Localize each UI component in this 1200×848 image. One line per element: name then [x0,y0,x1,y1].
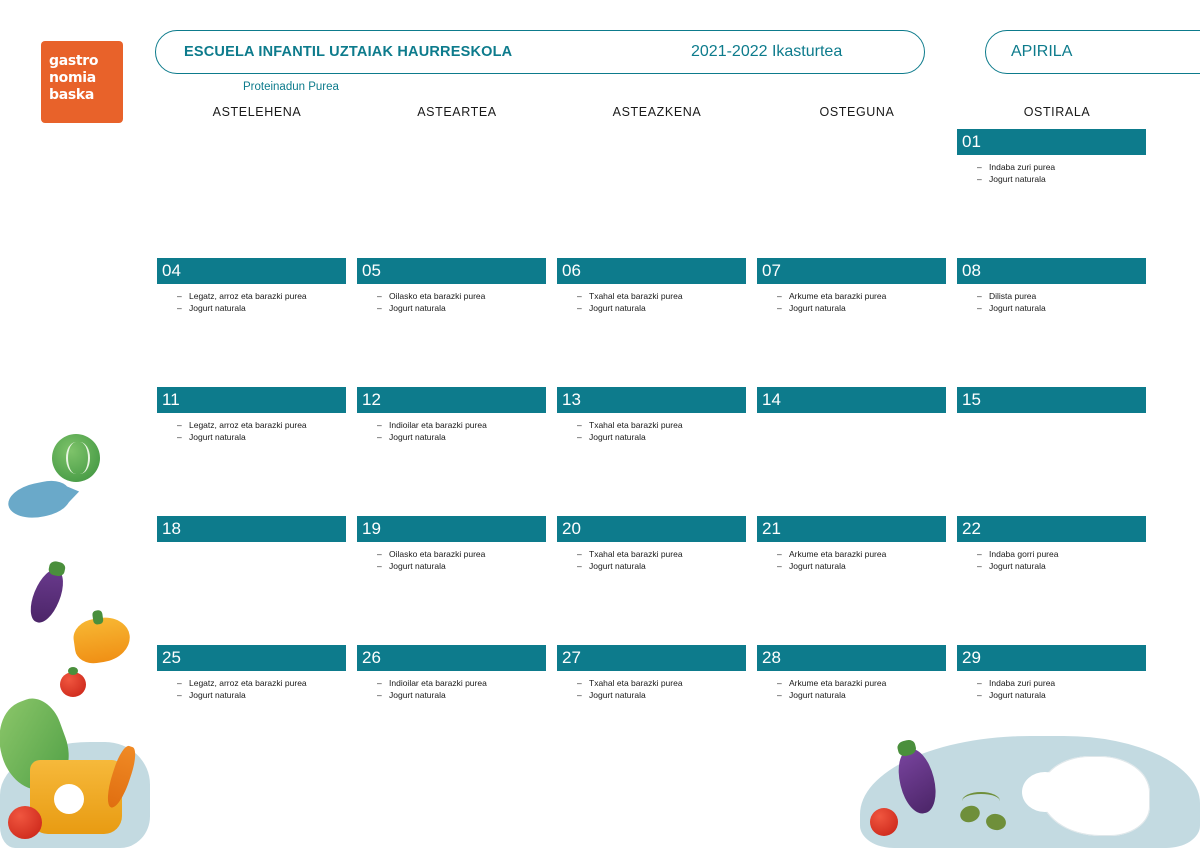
calendar-menu-item: – Txahal eta barazki purea [577,291,752,303]
decorative-blob-left [0,742,150,848]
calendar-day-cell[interactable] [757,258,957,387]
calendar-day-bar [757,387,946,413]
calendar-day-number: 27 [562,648,581,667]
calendar-day-bar [157,258,346,284]
calendar-menu-item: – Jogurt naturala [377,690,552,702]
calendar-menu-item: – Jogurt naturala [977,561,1152,573]
calendar-day-number: 01 [962,132,981,151]
calendar-menu-list [777,291,952,314]
calendar-day-number: 18 [162,519,181,538]
calendar-day-number: 13 [562,390,581,409]
calendar-day-number: 08 [962,261,981,280]
calendar-menu-item: – Jogurt naturala [977,690,1152,702]
calendar-day-cell[interactable] [957,516,1157,645]
calendar-day-number: 21 [762,519,781,538]
calendar-empty-cell [357,129,557,258]
calendar-day-number: 06 [562,261,581,280]
calendar-day-cell[interactable] [357,645,557,774]
calendar-menu-list [577,678,752,701]
calendar-menu-item: – Jogurt naturala [577,561,752,573]
calendar-menu-list [377,420,552,443]
calendar-menu-item: – Jogurt naturala [577,690,752,702]
calendar-day-bar [557,645,746,671]
calendar-menu-item: – Jogurt naturala [377,432,552,444]
calendar-menu-item: – Jogurt naturala [577,303,752,315]
calendar-day-cell[interactable] [557,645,757,774]
calendar-day-cell[interactable] [357,516,557,645]
calendar-day-bar [557,387,746,413]
calendar-menu-list [577,549,752,572]
calendar-week-row [157,387,1157,516]
pot-icon [30,760,122,834]
calendar-day-bar [757,516,946,542]
calendar-day-cell[interactable] [557,516,757,645]
calendar-day-cell[interactable] [357,387,557,516]
calendar-menu-item: – Jogurt naturala [777,690,952,702]
calendar-menu-item: – Jogurt naturala [377,561,552,573]
calendar-grid [157,105,1157,774]
calendar-menu-item: – Arkume eta barazki purea [777,549,952,561]
calendar-menu-list [377,549,552,572]
calendar-menu-item: – Txahal eta barazki purea [577,549,752,561]
calendar-day-cell[interactable] [157,258,357,387]
calendar-menu-item: – Indioilar eta barazki purea [377,420,552,432]
calendar-day-cell[interactable] [957,645,1157,774]
calendar-menu-list [577,420,752,443]
calendar-day-bar [957,516,1146,542]
calendar-day-bar [957,645,1146,671]
calendar-day-bar [357,258,546,284]
menu-subtitle: Proteinadun Purea [243,81,339,93]
carrot-icon [103,744,140,810]
calendar-empty-cell [757,129,957,258]
calendar-day-bar [357,387,546,413]
calendar-menu-list [177,678,352,701]
calendar-day-number: 12 [362,390,381,409]
calendar-menu-list [777,678,952,701]
calendar-day-bar [757,645,946,671]
calendar-day-number: 25 [162,648,181,667]
calendar-menu-item: – Dilista purea [977,291,1152,303]
calendar-day-number: 14 [762,390,781,409]
calendar-menu-item: – Jogurt naturala [777,303,952,315]
lettuce-icon [0,691,79,798]
calendar-day-cell[interactable] [757,645,957,774]
calendar-menu-item: – Jogurt naturala [577,432,752,444]
calendar-day-header: ASTELEHENA [212,105,302,119]
calendar-day-bar [957,387,1146,413]
calendar-day-cell[interactable] [157,387,357,516]
calendar-day-cell[interactable] [957,129,1157,258]
calendar-empty-cell [157,129,357,258]
calendar-menu-item: – Jogurt naturala [977,174,1152,186]
tomato-icon [60,672,86,697]
calendar-menu-item: – Legatz, arroz eta barazki purea [177,291,352,303]
calendar-menu-item: – Jogurt naturala [777,561,952,573]
calendar-day-number: 05 [362,261,381,280]
calendar-day-number: 19 [362,519,381,538]
calendar-day-cell[interactable] [557,387,757,516]
header-title-pill [155,30,925,74]
calendar-menu-list [977,549,1152,572]
calendar-day-number: 28 [762,648,781,667]
calendar-day-number: 04 [162,261,181,280]
calendar-day-cell[interactable] [157,516,357,645]
calendar-menu-item: – Indaba gorri purea [977,549,1152,561]
logo-line-1: gastro [49,53,99,69]
calendar-day-cell[interactable] [157,645,357,774]
calendar-week-row [157,258,1157,387]
calendar-day-bar [757,258,946,284]
calendar-menu-item: – Jogurt naturala [177,432,352,444]
calendar-day-cell[interactable] [357,258,557,387]
calendar-menu-item: – Indaba zuri purea [977,678,1152,690]
calendar-day-number: 20 [562,519,581,538]
gastronomia-baska-logo [41,41,123,123]
calendar-day-header: OSTEGUNA [819,105,895,119]
olive-branch-icon [962,792,1000,810]
calendar-day-number: 07 [762,261,781,280]
calendar-menu-item: – Indioilar eta barazki purea [377,678,552,690]
calendar-day-bar [557,258,746,284]
olive-icon-2 [985,812,1007,831]
calendar-week-row [157,129,1157,258]
calendar-menu-item: – Jogurt naturala [177,303,352,315]
calendar-menu-item: – Indaba zuri purea [977,162,1152,174]
calendar-day-bar [157,129,346,155]
calendar-day-bar [157,516,346,542]
calendar-day-number: 22 [962,519,981,538]
calendar-menu-item: – Jogurt naturala [977,303,1152,315]
calendar-day-bar [157,645,346,671]
calendar-menu-list [177,420,352,443]
cabbage-icon [52,434,100,482]
calendar-day-bar [157,387,346,413]
month-pill [985,30,1200,74]
calendar-menu-item: – Arkume eta barazki purea [777,291,952,303]
calendar-menu-item: – Legatz, arroz eta barazki purea [177,678,352,690]
calendar-menu-list [177,291,352,314]
fish-icon [5,477,73,523]
calendar-menu-list [977,678,1152,701]
calendar-day-bar [957,129,1146,155]
calendar-menu-list [777,549,952,572]
calendar-menu-item: – Oilasko eta barazki purea [377,291,552,303]
course-year: 2021-2022 Ikasturtea [691,43,843,60]
calendar-day-bar [357,129,546,155]
calendar-day-bar [957,258,1146,284]
calendar-day-bar [357,645,546,671]
calendar-day-cell[interactable] [957,387,1157,516]
eggplant-icon [24,565,69,627]
pepper-icon [71,614,133,665]
calendar-day-header: ASTEARTEA [417,105,497,119]
calendar-empty-cell [557,129,757,258]
olive-icon-1 [958,803,982,825]
calendar-menu-item: – Jogurt naturala [177,690,352,702]
calendar-day-number: 11 [162,390,180,409]
calendar-menu-list [577,291,752,314]
calendar-week-row [157,645,1157,774]
tomato-icon-3 [870,808,898,836]
calendar-day-cell[interactable] [757,387,957,516]
calendar-day-header: OSTIRALA [1023,105,1091,119]
logo-line-3: baska [49,87,95,103]
calendar-day-headers [157,105,1157,129]
calendar-day-number: 26 [362,648,381,667]
calendar-day-bar [557,516,746,542]
tomato-icon-2 [8,806,42,839]
calendar-day-cell[interactable] [757,516,957,645]
month-name: APIRILA [1011,43,1073,60]
calendar-menu-item: – Arkume eta barazki purea [777,678,952,690]
calendar-day-header: ASTEAZKENA [612,105,702,119]
calendar-menu-list [377,291,552,314]
calendar-day-bar [357,516,546,542]
calendar-menu-item: – Txahal eta barazki purea [577,420,752,432]
calendar-menu-item: – Legatz, arroz eta barazki purea [177,420,352,432]
calendar-menu-list [977,291,1152,314]
calendar-week-row [157,516,1157,645]
logo-line-2: nomia [49,70,96,86]
calendar-menu-list [977,162,1152,185]
calendar-day-number: 29 [962,648,981,667]
calendar-menu-item: – Oilasko eta barazki purea [377,549,552,561]
calendar-menu-list [377,678,552,701]
calendar-weeks [157,129,1157,774]
calendar-day-cell[interactable] [957,258,1157,387]
calendar-day-number: 15 [962,390,981,409]
calendar-menu-item: – Txahal eta barazki purea [577,678,752,690]
calendar-menu-item: – Jogurt naturala [377,303,552,315]
calendar-day-cell[interactable] [557,258,757,387]
calendar-day-bar [557,129,746,155]
school-name: ESCUELA INFANTIL UZTAIAK HAURRESKOLA [184,44,513,60]
calendar-day-bar [757,129,946,155]
